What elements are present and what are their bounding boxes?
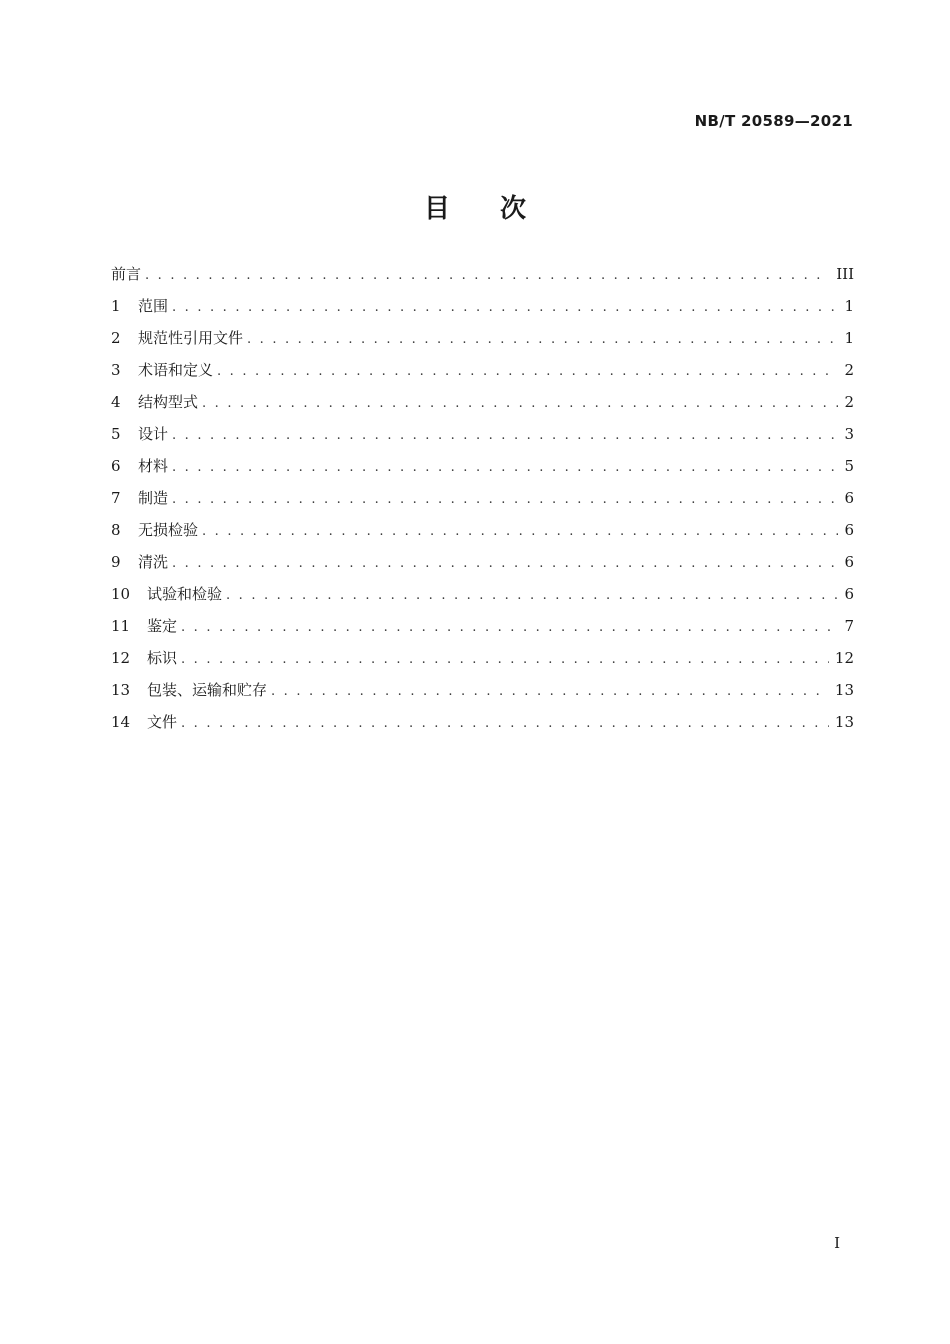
title-char-2: 次 — [500, 194, 527, 224]
toc-entry-label: 鉴定 — [147, 617, 178, 635]
toc-leader-dots — [226, 580, 838, 612]
toc-entry-number: 3 — [111, 361, 121, 379]
toc-entry-label: 结构型式 — [138, 393, 199, 411]
toc-entry-number: 5 — [111, 425, 121, 443]
toc-leader-dots — [217, 356, 838, 388]
toc-entry-number: 1 — [111, 297, 121, 315]
toc-leader-dots — [202, 516, 838, 548]
toc-entry-page: 3 — [844, 425, 854, 443]
toc-leader-dots — [172, 484, 838, 516]
toc-entry-number: 8 — [111, 521, 121, 539]
toc-entry-label: 试验和检验 — [147, 585, 223, 603]
toc-entry-number: 10 — [111, 585, 131, 603]
toc-leader-dots — [172, 292, 838, 324]
toc-entry-page: 2 — [844, 393, 854, 411]
toc-entry-label: 材料 — [138, 457, 169, 475]
toc-entry-page: 12 — [834, 649, 854, 667]
toc-entry-13[interactable] — [111, 674, 854, 706]
toc-entry-14[interactable] — [111, 706, 854, 738]
toc-entry-7[interactable] — [111, 482, 854, 514]
toc-entry-page: 1 — [844, 329, 854, 347]
toc-entry-11[interactable] — [111, 610, 854, 642]
toc-leader-dots — [172, 548, 838, 580]
toc-entry-label: 清洗 — [138, 553, 169, 571]
toc-leader-dots — [172, 420, 838, 452]
toc-entry-1[interactable] — [111, 290, 854, 322]
toc-leader-dots — [181, 644, 829, 676]
toc-entry-2[interactable] — [111, 322, 854, 354]
toc-entry-number: 6 — [111, 457, 121, 475]
toc-entry-12[interactable] — [111, 642, 854, 674]
toc-entry-foreword[interactable] — [111, 258, 854, 290]
toc-entry-number: 4 — [111, 393, 121, 411]
toc-entry-number: 11 — [111, 617, 131, 635]
toc-entry-label: 范围 — [138, 297, 169, 315]
toc-entry-8[interactable] — [111, 514, 854, 546]
title-char-1: 目 — [423, 194, 450, 224]
toc-entry-label: 制造 — [138, 489, 169, 507]
table-of-contents — [111, 258, 854, 738]
toc-entry-page: 6 — [844, 585, 854, 603]
toc-entry-page: 6 — [844, 489, 854, 507]
toc-leader-dots — [271, 676, 829, 708]
toc-leader-dots — [181, 708, 829, 740]
toc-entry-label: 文件 — [147, 713, 178, 731]
document-code: NB/T 20589—2021 — [694, 112, 853, 130]
toc-entry-6[interactable] — [111, 450, 854, 482]
toc-entry-label: 前言 — [111, 265, 142, 283]
toc-entry-page: III — [836, 265, 854, 283]
toc-entry-page: 2 — [844, 361, 854, 379]
toc-entry-number: 9 — [111, 553, 121, 571]
toc-entry-label: 设计 — [138, 425, 169, 443]
toc-entry-number: 13 — [111, 681, 131, 699]
toc-entry-5[interactable] — [111, 418, 854, 450]
toc-entry-label: 术语和定义 — [138, 361, 214, 379]
toc-entry-page: 13 — [834, 681, 854, 699]
page-title — [0, 188, 950, 225]
toc-entry-number: 12 — [111, 649, 131, 667]
toc-entry-page: 1 — [844, 297, 854, 315]
toc-entry-9[interactable] — [111, 546, 854, 578]
toc-leader-dots — [172, 452, 838, 484]
toc-leader-dots — [145, 260, 830, 292]
toc-entry-number: 2 — [111, 329, 121, 347]
toc-entry-label: 标识 — [147, 649, 178, 667]
toc-entry-label: 规范性引用文件 — [138, 329, 244, 347]
toc-entry-page: 13 — [834, 713, 854, 731]
page-number: I — [834, 1234, 840, 1252]
toc-leader-dots — [181, 612, 838, 644]
toc-leader-dots — [202, 388, 838, 420]
toc-entry-4[interactable] — [111, 386, 854, 418]
toc-entry-label: 包装、运输和贮存 — [147, 681, 268, 699]
toc-entry-number: 14 — [111, 713, 131, 731]
toc-leader-dots — [247, 324, 838, 356]
toc-entry-page: 6 — [844, 553, 854, 571]
toc-entry-label: 无损检验 — [138, 521, 199, 539]
toc-entry-10[interactable] — [111, 578, 854, 610]
toc-entry-3[interactable] — [111, 354, 854, 386]
toc-entry-page: 7 — [844, 617, 854, 635]
toc-entry-number: 7 — [111, 489, 121, 507]
toc-entry-page: 6 — [844, 521, 854, 539]
toc-entry-page: 5 — [844, 457, 854, 475]
